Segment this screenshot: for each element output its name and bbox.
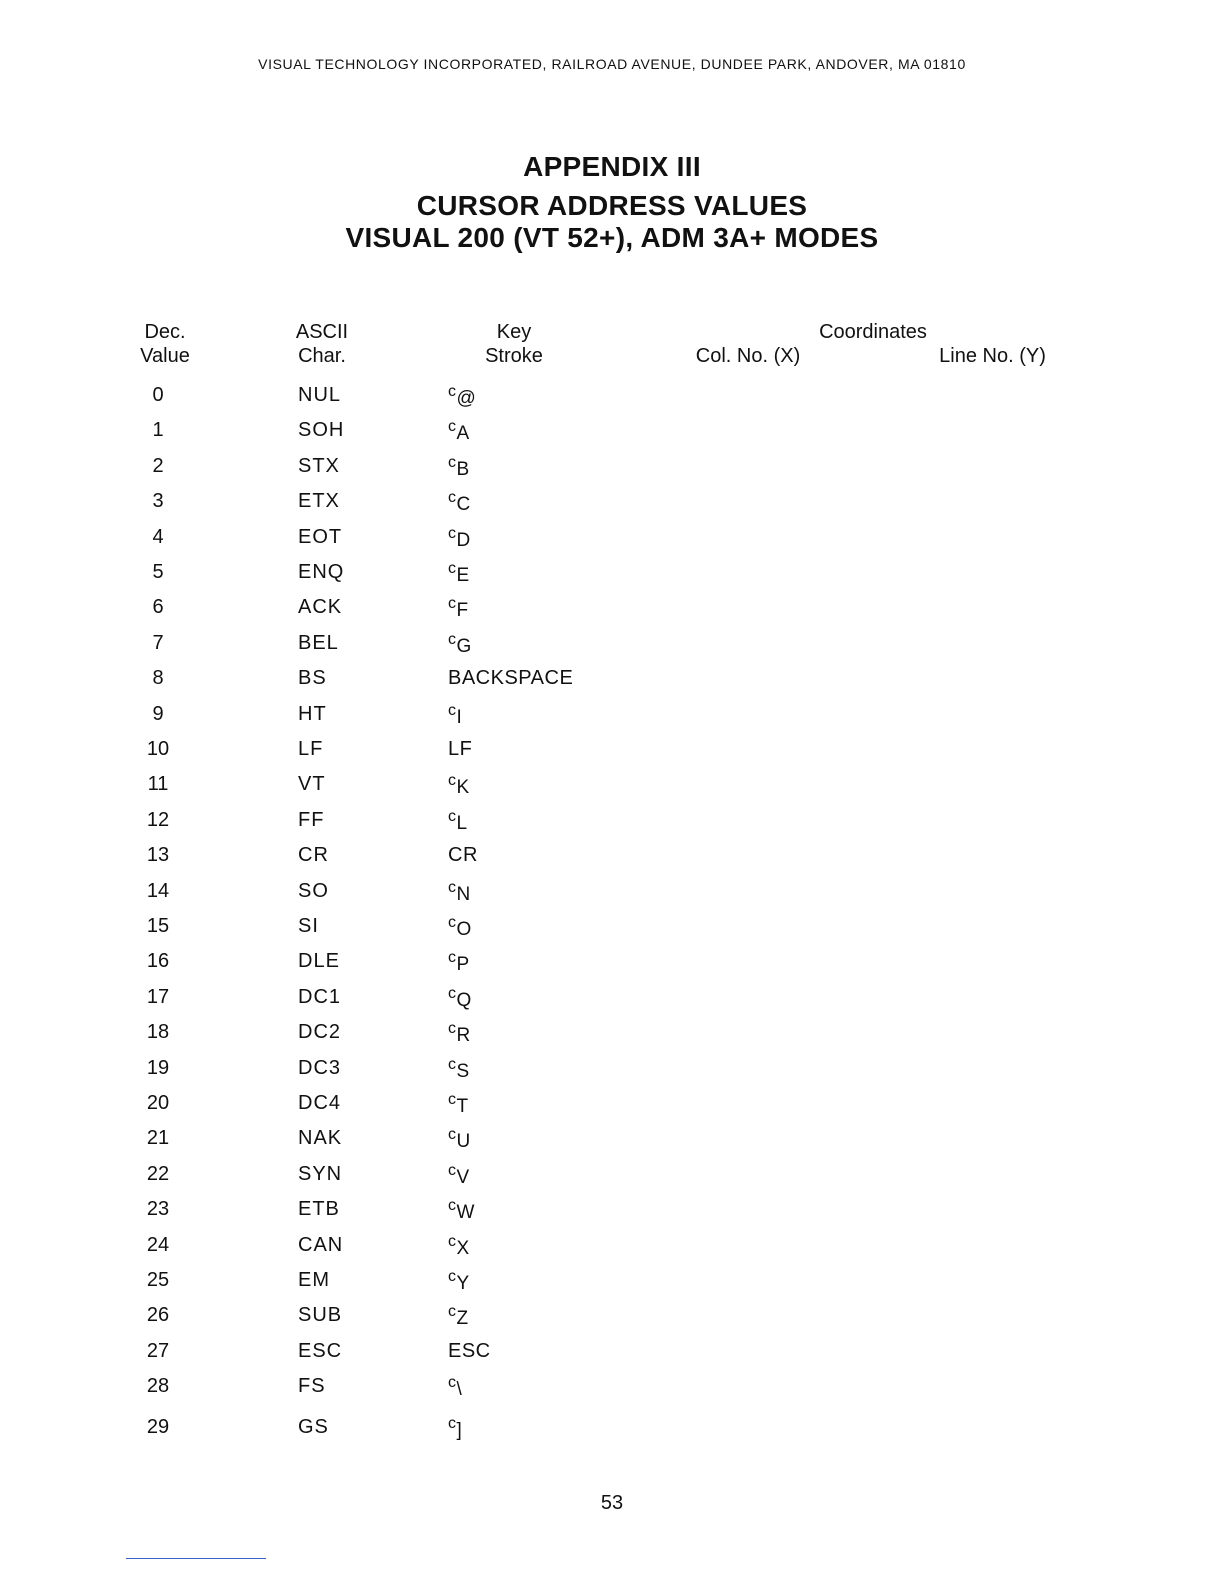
table-row (0, 592, 1224, 622)
dec-value-cell: 26 (146, 1304, 170, 1327)
key-stroke-cell (448, 699, 462, 730)
control-key-char: Y (456, 1273, 470, 1294)
ascii-char-cell: SO (298, 879, 329, 902)
dec-value-cell: 29 (146, 1415, 170, 1438)
table-row (0, 663, 1224, 693)
dec-value-cell: 11 (147, 773, 169, 796)
table-row (0, 911, 1224, 941)
dec-value-cell: 0 (152, 384, 164, 406)
key-stroke-cell (448, 1230, 470, 1261)
ascii-header-line2: Char. (298, 345, 346, 367)
table-row (0, 699, 1224, 729)
dec-value-cell: 20 (146, 1092, 170, 1114)
control-key-char: U (456, 1131, 471, 1153)
dec-value-cell: 12 (146, 808, 170, 831)
page-number: 53 (600, 1492, 624, 1514)
key-stroke-cell (448, 1194, 475, 1225)
column-header-dec-value (125, 320, 205, 368)
table-row (0, 946, 1224, 976)
key-stroke-cell (448, 592, 469, 623)
table-row (0, 451, 1224, 481)
control-prefix: c (448, 453, 457, 471)
dec-value-cell: 7 (152, 631, 164, 654)
ascii-char-cell: EOT (298, 525, 343, 548)
control-prefix: c (448, 1374, 457, 1392)
ascii-char-cell: EM (298, 1269, 330, 1291)
dec-header-line2: Value (140, 345, 190, 367)
key-stroke-cell (448, 876, 471, 907)
key-stroke-cell (448, 1265, 470, 1296)
key-stroke-cell (448, 1123, 471, 1154)
key-stroke-cell (448, 1088, 469, 1119)
dec-value-cell: 2 (152, 454, 164, 477)
key-stroke-cell: LF (448, 738, 473, 760)
ascii-char-cell: NUL (298, 384, 342, 406)
ascii-char-cell: DC2 (298, 1021, 342, 1044)
control-key-char: B (456, 458, 470, 480)
key-stroke-cell: CR (448, 844, 478, 867)
control-key-char: S (456, 1060, 470, 1082)
table-row (0, 1088, 1224, 1118)
control-key-char: D (456, 529, 471, 551)
table-row (0, 1017, 1224, 1047)
control-prefix: c (448, 1126, 457, 1144)
ascii-char-cell: ACK (298, 596, 343, 619)
key-stroke-cell (448, 628, 472, 659)
table-row (0, 628, 1224, 658)
dec-value-cell: 1 (152, 419, 164, 442)
control-prefix: c (448, 383, 457, 400)
dec-value-cell: 17 (146, 985, 170, 1008)
ascii-char-cell: BS (298, 667, 327, 690)
control-prefix: c (448, 1091, 457, 1108)
ascii-header-line1: ASCII (295, 321, 349, 343)
dec-value-cell: 4 (152, 525, 164, 548)
ascii-char-cell: SUB (298, 1304, 343, 1327)
key-stroke-cell (448, 1017, 471, 1048)
dec-value-cell: 3 (152, 490, 164, 513)
key-stroke-cell (448, 522, 471, 553)
key-stroke-cell (448, 451, 470, 482)
key-stroke-cell (448, 1412, 462, 1443)
dec-header-line1: Dec. (144, 321, 186, 343)
table-row (0, 734, 1224, 764)
dec-value-cell: 25 (146, 1269, 170, 1291)
key-header-line2: Stroke (485, 345, 543, 367)
control-key-char: W (456, 1202, 475, 1224)
control-key-char: E (456, 565, 470, 586)
table-row (0, 522, 1224, 552)
dec-value-cell: 22 (146, 1162, 170, 1185)
ascii-char-cell: ETB (298, 1198, 340, 1221)
dec-value-cell: 13 (146, 844, 170, 867)
ascii-char-cell: FS (298, 1375, 326, 1398)
control-key-char: O (456, 919, 472, 940)
ascii-char-cell: ESC (298, 1339, 343, 1362)
control-key-char: ] (456, 1419, 463, 1441)
dec-value-cell: 10 (146, 738, 170, 760)
dec-value-cell: 23 (146, 1198, 170, 1221)
key-stroke-cell (448, 982, 472, 1013)
control-key-char: L (456, 812, 468, 834)
control-key-char: I (456, 706, 463, 728)
control-prefix: c (448, 1161, 457, 1179)
control-key-char: F (456, 600, 469, 622)
control-prefix: c (448, 489, 457, 507)
table-row (0, 982, 1224, 1012)
table-row (0, 1194, 1224, 1224)
table-row (0, 1371, 1224, 1401)
table-row (0, 1123, 1224, 1153)
control-key-char: \ (456, 1379, 463, 1401)
ascii-char-cell: LF (298, 738, 324, 760)
dec-value-cell: 16 (146, 950, 170, 973)
section-subtitle: VISUAL 200 (VT 52+), ADM 3A+ MODES (345, 222, 879, 253)
control-prefix: c (448, 807, 457, 825)
control-prefix: c (448, 949, 457, 967)
control-prefix: c (448, 1268, 457, 1285)
ascii-char-cell: DC4 (298, 1092, 342, 1114)
page-header: VISUAL TECHNOLOGY INCORPORATED, RAILROAD AVENUE, DUNDEE PARK, ANDOVER, MA 01810 (258, 56, 966, 72)
control-prefix: c (448, 1414, 457, 1432)
key-stroke-cell (448, 380, 476, 411)
column-header-coordinates: Coordinates (819, 321, 927, 343)
control-key-char: A (456, 423, 470, 445)
control-prefix: c (448, 701, 457, 719)
table-row (0, 1159, 1224, 1189)
control-key-char: G (456, 635, 472, 657)
table-row (0, 1412, 1224, 1442)
table-row (0, 1336, 1224, 1366)
ascii-char-cell: FF (298, 808, 325, 831)
table-row (0, 1053, 1224, 1083)
ascii-char-cell: GS (298, 1415, 329, 1438)
ascii-char-cell: BEL (298, 631, 339, 654)
dec-value-cell: 6 (152, 596, 164, 619)
dec-value-cell: 8 (152, 667, 164, 690)
table-row (0, 1230, 1224, 1260)
table-row (0, 1300, 1224, 1330)
dec-value-cell: 15 (146, 915, 170, 937)
control-prefix: c (448, 772, 457, 790)
control-key-char: C (456, 494, 471, 516)
table-row (0, 1265, 1224, 1295)
ascii-char-cell: CR (298, 844, 329, 867)
control-prefix: c (448, 595, 457, 613)
key-stroke-cell: BACKSPACE (448, 667, 574, 690)
dec-value-cell: 19 (146, 1056, 170, 1079)
table-row (0, 769, 1224, 799)
key-stroke-cell (448, 946, 470, 977)
control-prefix: c (448, 1020, 457, 1038)
control-prefix: c (448, 914, 457, 931)
key-stroke-cell (448, 557, 470, 588)
ascii-char-cell: DC3 (298, 1056, 342, 1079)
key-stroke-cell (448, 805, 468, 836)
table-row (0, 415, 1224, 445)
control-key-char: N (456, 883, 471, 905)
ascii-char-cell: HT (298, 702, 327, 725)
ascii-char-cell: CAN (298, 1233, 344, 1256)
column-header-key-stroke (464, 320, 564, 368)
dec-value-cell: 5 (152, 561, 164, 583)
column-header-ascii-char (282, 320, 362, 368)
ascii-char-cell: ETX (298, 490, 340, 513)
ascii-char-cell: SOH (298, 419, 345, 442)
control-prefix: c (448, 1232, 457, 1250)
ascii-char-cell: DC1 (298, 985, 342, 1008)
dec-value-cell: 28 (146, 1375, 170, 1398)
dec-value-cell: 18 (146, 1021, 170, 1044)
control-prefix: c (448, 878, 457, 896)
key-stroke-cell: ESC (448, 1339, 491, 1362)
control-prefix: c (448, 1055, 457, 1073)
ascii-char-cell: DLE (298, 950, 340, 973)
control-key-char: R (456, 1025, 471, 1047)
dec-value-cell: 27 (146, 1339, 170, 1362)
appendix-title: APPENDIX III (523, 151, 701, 182)
dec-value-cell: 9 (152, 702, 164, 725)
key-stroke-cell (448, 415, 470, 446)
ascii-char-cell: SI (298, 915, 319, 937)
table-row (0, 380, 1224, 410)
table-row (0, 805, 1224, 835)
key-stroke-cell (448, 1053, 470, 1084)
table-row (0, 486, 1224, 516)
control-key-char: T (456, 1096, 469, 1117)
ascii-char-cell: NAK (298, 1127, 343, 1150)
ascii-char-cell: SYN (298, 1162, 343, 1185)
key-stroke-cell (448, 911, 472, 942)
control-key-char: Z (456, 1308, 469, 1330)
key-stroke-cell (448, 1300, 469, 1331)
control-key-char: @ (456, 388, 477, 409)
control-key-char: X (456, 1237, 470, 1259)
column-header-col-x: Col. No. (X) (695, 345, 801, 367)
dec-value-cell: 14 (146, 879, 170, 902)
dec-value-cell: 21 (146, 1127, 170, 1150)
control-prefix: c (448, 630, 457, 648)
control-key-char: K (456, 777, 470, 799)
table-row (0, 876, 1224, 906)
ascii-char-cell: VT (298, 773, 326, 796)
control-prefix: c (448, 418, 457, 436)
control-prefix: c (448, 984, 457, 1002)
control-prefix: c (448, 524, 457, 542)
key-stroke-cell (448, 486, 471, 517)
section-title: CURSOR ADDRESS VALUES (416, 190, 808, 221)
control-key-char: P (456, 954, 470, 976)
control-prefix: c (448, 560, 457, 577)
ascii-char-cell: ENQ (298, 561, 345, 583)
control-key-char: V (456, 1166, 470, 1188)
control-prefix: c (448, 1303, 457, 1321)
key-stroke-cell (448, 1371, 462, 1402)
dec-value-cell: 24 (146, 1233, 170, 1256)
table-row (0, 557, 1224, 587)
ascii-char-cell: STX (298, 454, 340, 477)
key-stroke-cell (448, 1159, 470, 1190)
control-key-char: Q (456, 989, 472, 1011)
column-header-line-y: Line No. (Y) (939, 345, 1046, 367)
table-row (0, 840, 1224, 870)
control-prefix: c (448, 1197, 457, 1215)
key-stroke-cell (448, 769, 470, 800)
key-header-line1: Key (496, 321, 532, 343)
footnote-rule (126, 1558, 266, 1559)
